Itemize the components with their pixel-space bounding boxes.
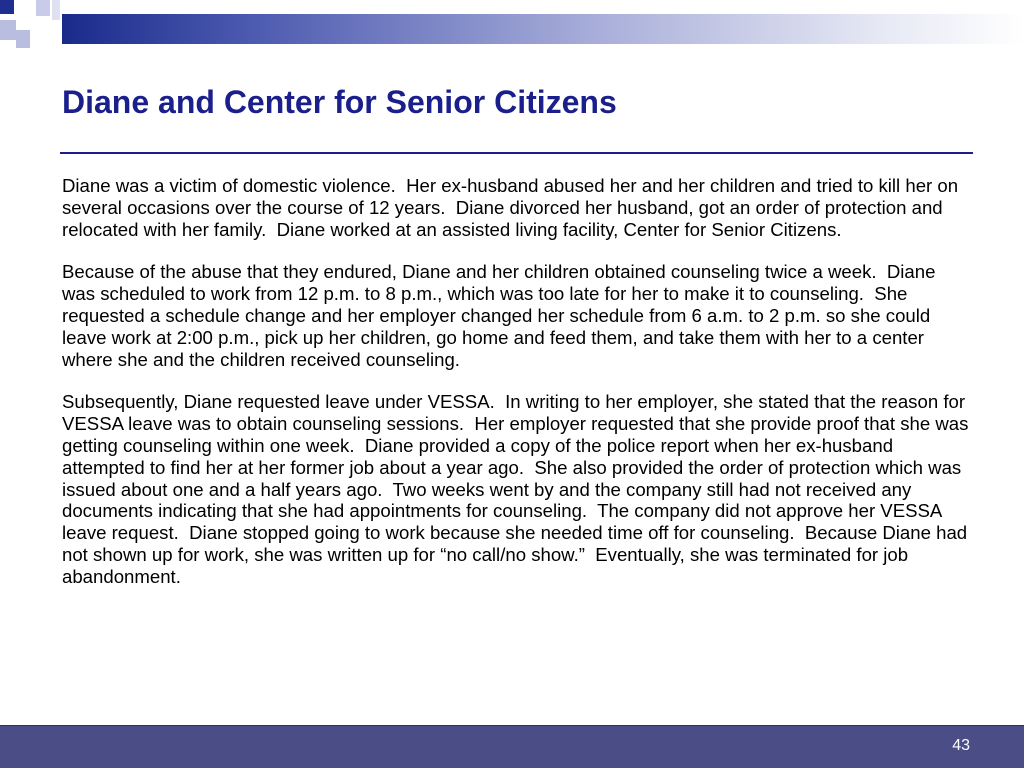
slide-body (62, 175, 972, 609)
body-paragraph: Because of the abuse that they endured, Diane and her children obtained counseling twice a week. Diane was scheduled to work from 12 p.m. to 8 p.m., which was too late for her to make it to counseling. She requested a schedule change and her employer changed her schedule from 6 a.m. to 2 p.m. so she could leave work at 2:00 p.m., pick up her children, go home and feed them, and take them with her to a center where she and the children received counseling. (62, 261, 941, 370)
decorative-square (0, 20, 16, 40)
decorative-square (38, 22, 52, 36)
footer-bar (0, 725, 1024, 768)
decorative-square (16, 30, 30, 48)
body-paragraph: Diane was a victim of domestic violence. Her ex-husband abused her and her children and tried to kill her on several occasions over the course of 12 years. Diane divorced her husband, got an order of protection and relocated with her family. Diane worked at an assisted living facility, Center for Senior Citizens. (62, 175, 964, 240)
title-divider (60, 152, 973, 154)
header-gradient-bar (62, 14, 1024, 44)
decorative-square (18, 0, 28, 14)
decorative-square (52, 0, 60, 20)
page-number: 43 (952, 737, 970, 754)
slide-title: Diane and Center for Senior Citizens (62, 84, 617, 120)
decorative-square (0, 0, 14, 14)
decorative-square (36, 0, 50, 16)
body-paragraph: Subsequently, Diane requested leave under VESSA. In writing to her employer, she stated that the reason for VESSA leave was to obtain counseling sessions. Her employer requested that she provide proof that she was getting counseling within one week. Diane provided a copy of the police report when her ex-husband attempted to find her at her former job about a year ago. She also provided the order of protection which was issued about one and a half years ago. Two weeks went by and the company still had not received any documents indicating that she had appointments for counseling. The company did not approve her VESSA leave request. Diane stopped going to work because she needed time off for counseling. Because Diane had not shown up for work, she was written up for “no call/no show.” Eventually, she was terminated for job abandonment. (62, 391, 974, 587)
